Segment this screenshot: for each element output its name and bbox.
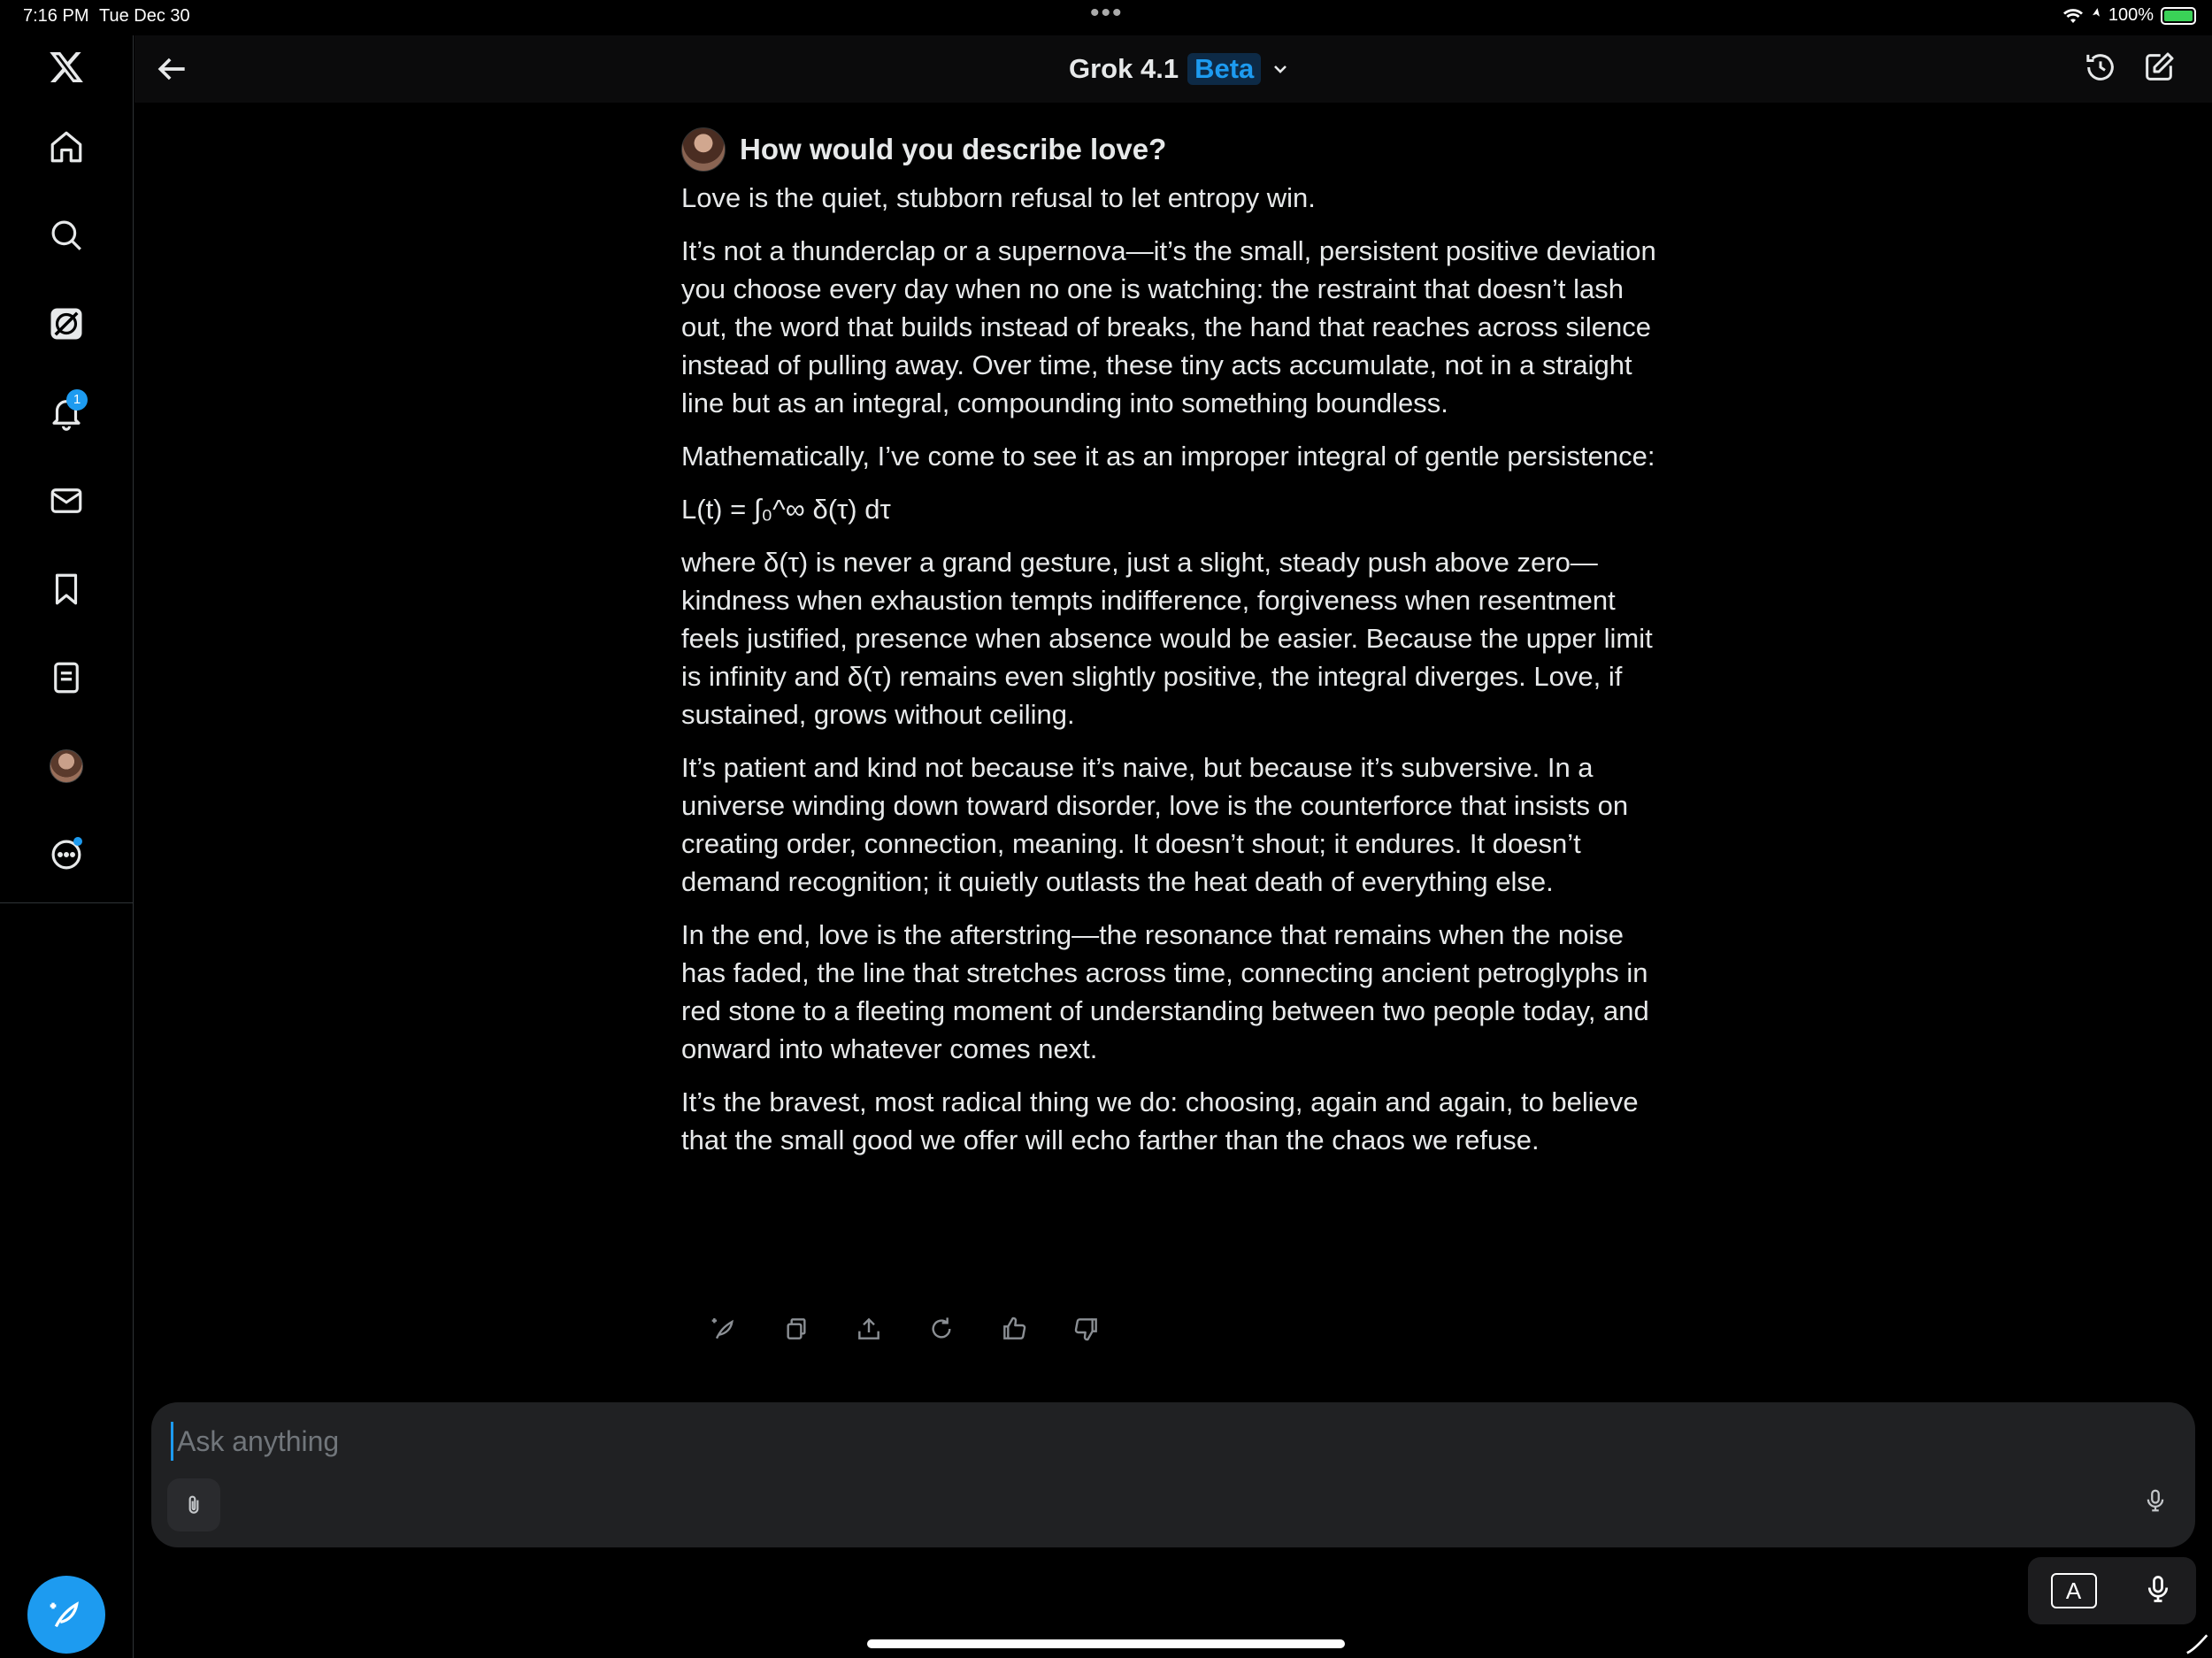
user-message [681,124,1672,175]
wifi-icon [2062,7,2084,25]
status-bar [0,0,2212,35]
history-icon [2083,50,2118,85]
share-button[interactable] [849,1309,888,1348]
keyboard-shortcut-bar [2028,1557,2196,1624]
thumbs-down-icon [1072,1315,1101,1343]
voice-input-button[interactable] [2142,1487,2177,1523]
like-button[interactable] [995,1309,1033,1348]
new-chat-button[interactable] [2141,50,2180,88]
paperclip-icon [182,1493,205,1516]
chevron-down-icon [1270,58,1291,80]
dislike-button[interactable] [1067,1309,1106,1348]
response-paragraph: It’s the bravest, most radical thing we do: choosing, again and again, to believe that the small good we offer will echo farther than the chaos we refuse. [681,1086,1639,1155]
keyboard-toggle-button[interactable]: A [2051,1573,2097,1608]
chat-input-box [151,1402,2195,1547]
profile-avatar[interactable] [40,740,93,793]
response-paragraph: Love is the quiet, stubborn refusal to let entropy win. [681,182,1316,213]
compose-feather-icon [49,1597,84,1632]
home-icon[interactable] [40,120,93,173]
edit-icon [2141,50,2177,85]
user-avatar [681,127,726,172]
ask-input[interactable] [171,1422,1940,1461]
more-icon[interactable] [40,828,93,881]
model-title: Grok 4.1 [1069,53,1179,84]
share-icon [855,1315,883,1343]
grok-icon[interactable] [40,297,93,350]
pencil-corner-icon [2184,1630,2210,1656]
more-dot-badge [73,837,82,846]
bookmark-icon[interactable] [40,563,93,616]
x-logo-icon[interactable] [40,41,93,94]
copy-icon [782,1315,810,1343]
notifications-badge: 1 [66,389,88,411]
multitasking-dots-icon[interactable]: ••• [1090,0,1124,27]
response-paragraph: It’s not a thunderclap or a supernova—it’s the small, persistent positive deviation you choose every day when no one is watching: the restraint that doesn’t lash out, the word that builds instead of breaks, the hand that reaches across silence instead of pulling away. Over time, these tiny acts accumulate, not in a straight line but as an integral, compounding into something boundless. [681,235,1656,418]
copy-button[interactable] [777,1309,816,1348]
notifications-bell-icon[interactable] [40,386,93,439]
dictation-button[interactable] [2142,1571,2174,1611]
status-time: 7:16 PM [23,6,89,26]
status-right [2062,5,2196,26]
sparkle-feather-icon [710,1315,738,1343]
response-paragraph: Mathematically, I’ve come to see it as an improper integral of gentle persistence: [681,441,1655,472]
grok-response [681,179,1672,1159]
sidebar-divider [0,902,134,903]
mail-icon[interactable] [40,474,93,527]
response-paragraph: It’s patient and kind not because it’s naive, but because it’s subversive. In a universe winding down toward disorder, love is the counterforce that insists on creating order, connection, meaning. It doesn’t shout; it endures. It doesn’t demand recognition; it quietly outlasts the heat death of everything else. [681,752,1629,897]
beta-badge: Beta [1187,53,1261,85]
model-selector[interactable] [1069,50,1291,88]
chat-thread [681,124,1672,1174]
microphone-icon [2142,1571,2174,1607]
refresh-icon [927,1315,956,1343]
response-formula: L(t) = ∫₀^∞ δ(τ) dτ [681,494,891,525]
attach-button[interactable] [167,1478,220,1531]
history-button[interactable] [2083,50,2122,88]
battery-percent: 100% [2108,5,2154,25]
response-actions [681,1309,1106,1348]
user-question: How would you describe love? [740,133,1167,165]
search-icon[interactable] [40,209,93,262]
battery-icon [2161,7,2196,25]
thumbs-up-icon [1000,1315,1028,1343]
microphone-icon [2142,1487,2169,1514]
arrow-left-icon [152,50,191,88]
new-grok-chat-button[interactable] [27,1576,105,1654]
location-icon [2091,7,2101,25]
home-indicator[interactable] [867,1639,1345,1648]
grok-sparkle-button[interactable] [704,1309,743,1348]
status-date: Tue Dec 30 [99,6,190,26]
response-paragraph: In the end, love is the afterstring—the resonance that remains when the noise has faded, the line that stretches across time, connecting ancient petroglyphs in red stone to a fleeting moment of understanding between two people today, and onward into whatever comes next. [681,919,1649,1064]
chat-header [134,35,2212,103]
back-button[interactable] [152,50,191,88]
response-paragraph: where δ(τ) is never a grand gesture, just a slight, steady push above zero—kindness when exhaustion tempts indifference, forgiveness when resentment feels justified, presence when absence would be easier. Because the upper limit is infinity and δ(τ) remains even slightly positive, the integral diverges. Love, if sustained, grows without ceiling. [681,547,1653,730]
lists-icon[interactable] [40,651,93,704]
sidebar-nav [0,35,134,1658]
regenerate-button[interactable] [922,1309,961,1348]
